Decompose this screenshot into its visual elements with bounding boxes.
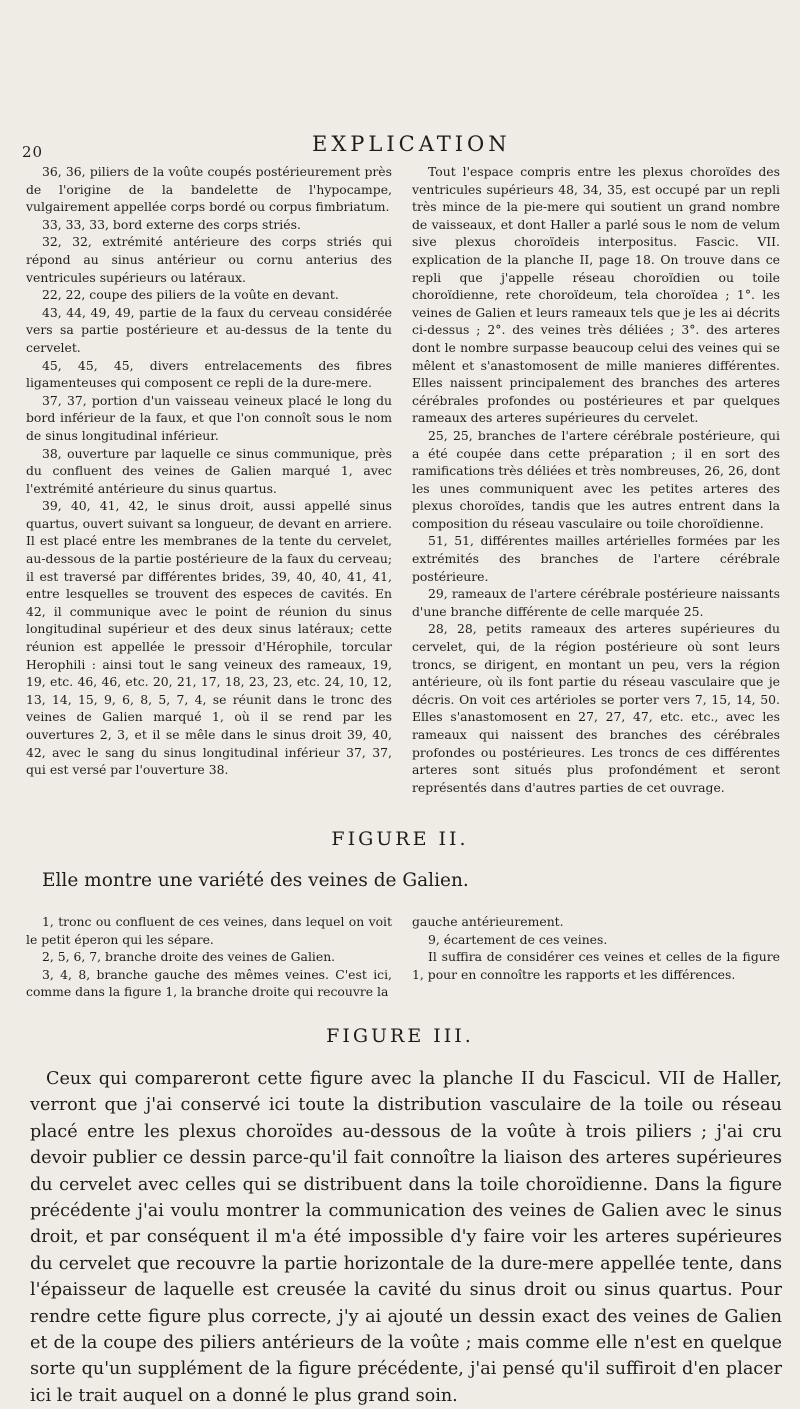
page-number: 20	[22, 143, 44, 161]
paragraph: 45, 45, 45, divers entrelacements des fibres ligamenteuses qui composent ce repli de la dure-mere.	[26, 357, 392, 391]
paragraph: 37, 37, portion d'un vaisseau veineux placé le long du bord inférieur de la faux, et que l'on connoît sous le nom de sinus longitudinal inférieur.	[26, 392, 392, 443]
paragraph: 39, 40, 41, 42, le sinus droit, aussi appellé sinus quartus, ouvert suivant sa longueur, de devant en arriere. Il est placé entre les membranes de la tente du cervelet, au-dessous de la partie postérieure de la faux du cerveau; il est traversé par différentes brides, 39, 40, 40, 41, 41, entre lesquelles se trouvent des especes de cavités. En 42, il communique avec le point de réunion du sinus longitudinal supérieur et des deux sinus latéraux; cette réunion est appellée le pressoir d'Hérophile, torcular Herophili : ainsi tout le sang veineux des rameaux, 19, 19, etc. 46, 46, etc. 20, 21, 17, 18, 23, 23, etc. 24, 10, 12, 13, 14, 15, 9, 6, 8, 5, 7, 4, se réunit dans le tronc des veines de Galien marqué 1, où il se rend par les ouvertures 2, 3, et il se mêle dans le sinus droit 39, 40, 42, avec le sang du sinus longitudinal inférieur 37, 37, qui est versé par l'ouverture 38.	[26, 498, 392, 778]
paragraph: 33, 33, 33, bord externe des corps striés.	[42, 216, 301, 232]
figure3-body	[30, 1066, 782, 1409]
paragraph: 28, 28, petits rameaux des arteres supérieures du cervelet, qui, de la région postérieure où sont leurs troncs, se dirigent, en montant un peu, vers la région antérieure, où ils font partie du réseau vasculaire que je décris. On voit ces artérioles se porter vers 7, 15, 14, 50. Elles s'anastomosent en 27, 27, 47, etc. etc., avec les rameaux qui naissent des branches des cérébrales profondes ou postérieures. Les troncs de ces différentes arteres sont situés plus profondément et seront représentés dans d'autres parties de cet ouvrage.	[412, 621, 780, 795]
figure2-left-column	[26, 913, 392, 1001]
paragraph: 51, 51, différentes mailles artérielles formées par les extrémités des branches de l'artere cérébrale postérieure.	[412, 533, 780, 584]
paragraph: Ceux qui compareront cette figure avec la planche II du Fascicul. VII de Haller, verront que j'ai conservé ici toute la distribution vasculaire de la toile ou réseau placé entre les plexus choroïdes au-dessous de la voûte à trois piliers ; j'ai cru devoir publier ce dessin parce-qu'il fait connoître la liaison des arteres supérieures du cervelet avec celles qui se distribuent dans la toile choroïdienne. Dans la figure précédente j'ai voulu montrer la communication des veines de Galien avec le sinus droit, et par conséquent il m'a été impossible d'y faire voir les arteres supérieures du cervelet que recouvre la partie horizontale de la dure-mere appellée tente, dans l'épaisseur de laquelle est creusée la cavité du sinus droit ou sinus quartus. Pour rendre cette figure plus correcte, j'y ai ajouté un dessin exact des veines de Galien et de la coupe des piliers antérieurs de la voûte ; mais comme elle n'est en quelque sorte qu'un supplément de la figure précédente, j'ai pensé qu'il suffiroit d'en placer ici le trait auquel on a donné le plus grand soin.	[30, 1069, 782, 1406]
figure1-left-column	[26, 163, 392, 779]
figure2-intro: Elle montre une variété des veines de Galien.	[42, 870, 469, 891]
paragraph: 1, tronc ou confluent de ces veines, dans lequel on voit le petit éperon qui les sépare.	[26, 914, 392, 947]
running-title: EXPLICATION	[312, 132, 511, 156]
paragraph: 32, 32, extrémité antérieure des corps striés qui répond au sinus antérieur ou cornu anterius des ventricules supérieurs ou latéraux.	[26, 234, 392, 285]
figure2-heading: FIGURE II.	[331, 828, 469, 850]
paragraph: 36, 36, piliers de la voûte coupés postérieurement près de l'origine de la bandelette de l'hypocampe, vulgairement appellée corps bordé ou corpus fimbriatum.	[26, 164, 392, 215]
paragraph: 9, écartement de ces veines.	[428, 931, 608, 947]
paragraph: 2, 5, 6, 7, branche droite des veines de Galien.	[42, 949, 336, 965]
paragraph: 38, ouverture par laquelle ce sinus communique, près du confluent des veines de Galien marqué 1, avec l'extrémité antérieure du sinus quartus.	[26, 445, 392, 496]
paragraph: 25, 25, branches de l'artere cérébrale postérieure, qui a été coupée dans cette préparation ; il en sort des ramifications très déliées et très nombreuses, 26, 26, dont les unes communiquent avec les petites arteres des plexus choroïdes, tandis que les autres entrent dans la composition du réseau vasculaire ou toile choroïdienne.	[412, 427, 780, 531]
paragraph: Tout l'espace compris entre les plexus choroïdes des ventricules supérieurs 48, 34, 35, est occupé par un repli très mince de la pie-mere qui soutient un grand nombre de vaisseaux, et dont Haller a parlé sous le nom de velum sive plexus choroïdeis interpositus. Fascic. VII. explication de la planche II, page 18. On trouve dans ce repli que j'appelle réseau choroïdien ou toile choroïdienne, rete choroïdeum, tela choroïdea ; 1°. les veines de Galien et leurs rameaux tels que je les ai décrits ci-dessus ; 2°. des veines très déliées ; 3°. des arteres dont le nombre surpasse beaucoup celui des veines qui se mêlent et s'anastomosent de mille manieres différentes. Elles naissent principalement des branches des arteres cérébrales profondes ou postérieures et par quelques rameaux des arteres supérieures du cervelet.	[412, 164, 780, 426]
figure3-heading: FIGURE III.	[326, 1025, 474, 1047]
figure2-right-column	[412, 913, 780, 983]
paragraph: 43, 44, 49, 49, partie de la faux du cerveau considérée vers sa partie postérieure et au-dessus de la tente du cervelet.	[26, 304, 392, 355]
paragraph: 22, 22, coupe des piliers de la voûte en devant.	[42, 287, 339, 303]
paragraph: 29, rameaux de l'artere cérébrale postérieure naissants d'une branche différente de celle marquée 25.	[412, 586, 780, 619]
figure1-right-column	[412, 163, 780, 796]
paragraph-continued: gauche antérieurement.	[412, 914, 564, 929]
paragraph: Il suffira de considérer ces veines et celles de la figure 1, pour en connoître les rapports et les différences.	[412, 949, 780, 982]
paragraph: 3, 4, 8, branche gauche des mêmes veines. C'est ici, comme dans la figure 1, la branche droite qui recouvre la	[26, 966, 392, 1000]
